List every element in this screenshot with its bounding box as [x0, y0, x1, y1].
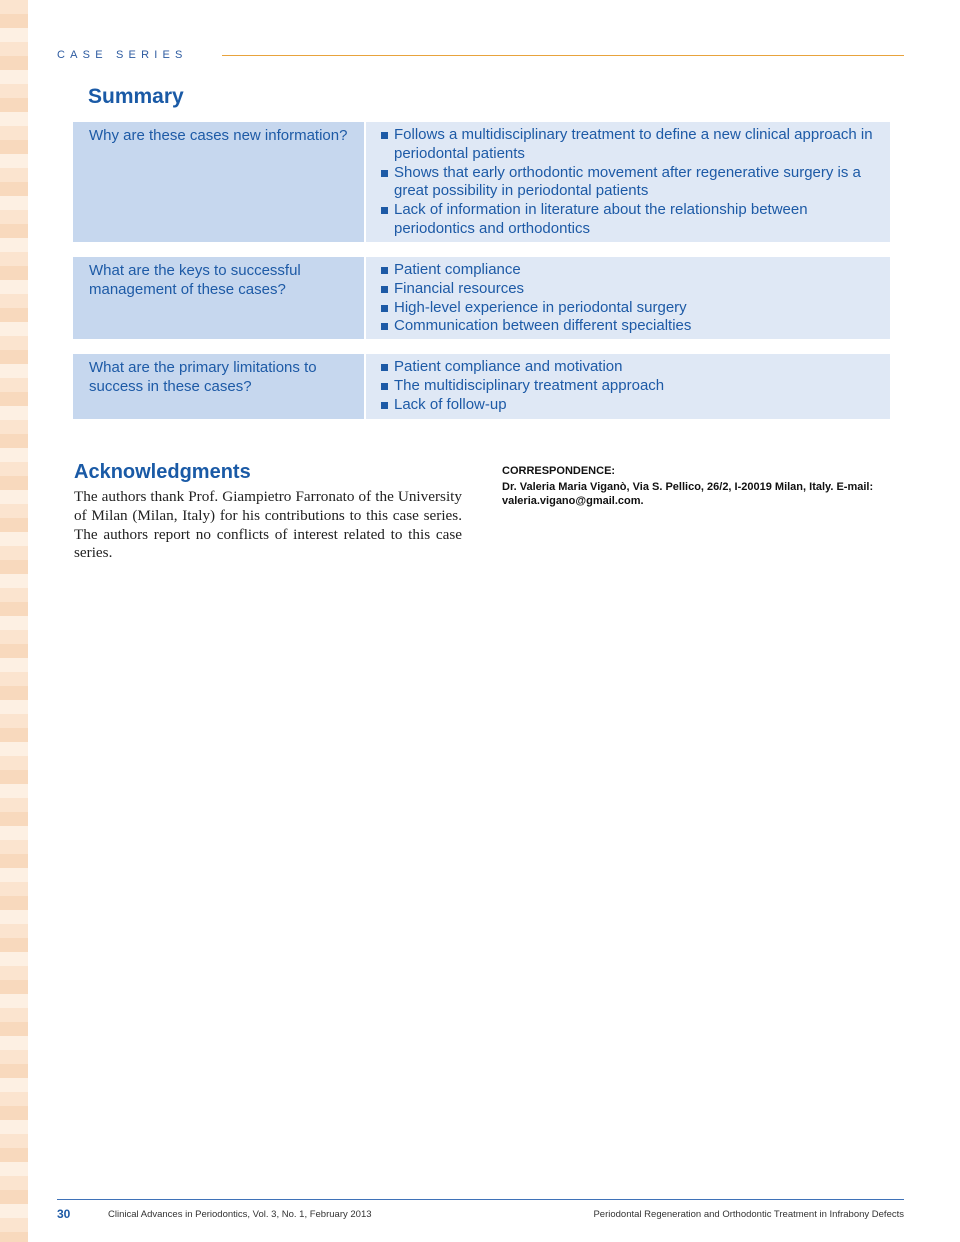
- margin-pattern-tile: [14, 112, 28, 126]
- margin-pattern-tile: [0, 28, 14, 42]
- margin-pattern-tile: [0, 882, 14, 896]
- margin-pattern-tile: [0, 14, 14, 28]
- margin-pattern-tile: [0, 252, 14, 266]
- margin-pattern-tile: [0, 756, 14, 770]
- margin-pattern-tile: [0, 840, 14, 854]
- margin-pattern-tile: [14, 798, 28, 812]
- margin-pattern-tile: [14, 196, 28, 210]
- margin-pattern-tile: [0, 266, 14, 280]
- margin-pattern-tile: [0, 308, 14, 322]
- summary-answer-item: Follows a multidisciplinary treatment to define a new clinical approach in periodontal patients: [380, 126, 880, 164]
- margin-pattern-tile: [0, 644, 14, 658]
- summary-answer-item: Lack of information in literature about the relationship between periodontics and orthodontics: [380, 201, 880, 239]
- margin-pattern-tile: [14, 560, 28, 574]
- margin-pattern-tile: [0, 504, 14, 518]
- section-label: CASE SERIES: [57, 49, 188, 61]
- margin-pattern-tile: [0, 1092, 14, 1106]
- margin-pattern-tile: [14, 602, 28, 616]
- correspondence-body: Dr. Valeria Maria Viganò, Via S. Pellico, 26/2, I-20019 Milan, Italy. E-mail: valeria.vigano@gmail.com.: [502, 481, 874, 507]
- margin-pattern-tile: [14, 168, 28, 182]
- margin-pattern-tile: [0, 406, 14, 420]
- margin-pattern-tile: [0, 1176, 14, 1190]
- margin-pattern-tile: [0, 868, 14, 882]
- margin-pattern-tile: [0, 476, 14, 490]
- margin-pattern-tile: [14, 1218, 28, 1232]
- margin-pattern-tile: [0, 210, 14, 224]
- margin-pattern-tile: [14, 350, 28, 364]
- margin-pattern-tile: [0, 1008, 14, 1022]
- summary-answer-item: The multidisciplinary treatment approach: [380, 377, 880, 396]
- margin-pattern-tile: [0, 1134, 14, 1148]
- margin-pattern-tile: [0, 392, 14, 406]
- margin-pattern-tile: [0, 140, 14, 154]
- margin-pattern-tile: [14, 1190, 28, 1204]
- acknowledgments-title: Acknowledgments: [74, 461, 251, 483]
- margin-pattern-tile: [0, 672, 14, 686]
- margin-pattern-tile: [14, 1036, 28, 1050]
- margin-pattern-tile: [0, 966, 14, 980]
- margin-pattern-tile: [14, 140, 28, 154]
- margin-pattern-tile: [0, 546, 14, 560]
- margin-pattern-tile: [0, 112, 14, 126]
- margin-pattern-tile: [0, 154, 14, 168]
- summary-answer-item: Patient compliance: [380, 261, 880, 280]
- margin-pattern-tile: [0, 910, 14, 924]
- margin-pattern-tile: [14, 854, 28, 868]
- margin-pattern-tile: [14, 1022, 28, 1036]
- margin-pattern-tile: [14, 952, 28, 966]
- margin-pattern-tile: [14, 882, 28, 896]
- margin-pattern-tile: [0, 84, 14, 98]
- margin-pattern-tile: [0, 126, 14, 140]
- margin-pattern-tile: [0, 56, 14, 70]
- summary-answer-list: [366, 122, 890, 242]
- margin-pattern-tile: [14, 770, 28, 784]
- margin-pattern-tile: [0, 1064, 14, 1078]
- correspondence-heading: CORRESPONDENCE:: [502, 465, 616, 477]
- margin-pattern-tile: [14, 588, 28, 602]
- margin-pattern-tile: [14, 574, 28, 588]
- margin-pattern-tile: [0, 532, 14, 546]
- margin-pattern-tile: [14, 1092, 28, 1106]
- summary-answer-item: Patient compliance and motivation: [380, 358, 880, 377]
- margin-pattern-tile: [0, 518, 14, 532]
- margin-pattern-tile: [14, 420, 28, 434]
- margin-pattern-tile: [14, 812, 28, 826]
- margin-pattern-tile: [14, 182, 28, 196]
- margin-pattern-tile: [14, 98, 28, 112]
- margin-pattern-tile: [0, 1050, 14, 1064]
- margin-pattern-tile: [14, 0, 28, 14]
- margin-pattern-tile: [0, 1162, 14, 1176]
- margin-pattern-tile: [14, 686, 28, 700]
- margin-pattern-tile: [14, 910, 28, 924]
- margin-pattern-tile: [0, 1106, 14, 1120]
- margin-pattern-tile: [14, 742, 28, 756]
- margin-pattern-tile: [0, 714, 14, 728]
- margin-pattern-tile: [0, 560, 14, 574]
- margin-pattern-tile: [14, 630, 28, 644]
- margin-pattern-tile: [14, 462, 28, 476]
- margin-pattern-tile: [0, 42, 14, 56]
- margin-pattern-tile: [14, 868, 28, 882]
- margin-pattern-tile: [14, 1050, 28, 1064]
- margin-pattern-tile: [14, 1148, 28, 1162]
- margin-pattern-tile: [14, 546, 28, 560]
- margin-pattern-tile: [14, 938, 28, 952]
- margin-pattern-tile: [14, 966, 28, 980]
- margin-pattern-tile: [14, 364, 28, 378]
- margin-pattern-tile: [0, 0, 14, 14]
- margin-pattern-tile: [14, 896, 28, 910]
- margin-pattern-tile: [14, 336, 28, 350]
- margin-pattern-tile: [14, 1232, 28, 1242]
- summary-title: Summary: [88, 85, 184, 108]
- margin-pattern-tile: [0, 1078, 14, 1092]
- summary-answer-item: Communication between different specialties: [380, 317, 880, 336]
- margin-pattern-tile: [0, 280, 14, 294]
- margin-pattern-tile: [0, 1190, 14, 1204]
- margin-pattern-tile: [14, 504, 28, 518]
- margin-pattern-tile: [14, 490, 28, 504]
- margin-pattern-tile: [14, 518, 28, 532]
- footer-divider: [57, 1199, 904, 1200]
- margin-pattern-tile: [0, 924, 14, 938]
- margin-pattern-tile: [0, 238, 14, 252]
- margin-pattern-tile: [0, 896, 14, 910]
- margin-pattern-tile: [14, 448, 28, 462]
- margin-pattern-tile: [0, 420, 14, 434]
- margin-pattern-tile: [0, 294, 14, 308]
- margin-pattern-tile: [14, 224, 28, 238]
- margin-pattern-tile: [0, 980, 14, 994]
- margin-pattern-tile: [14, 756, 28, 770]
- margin-pattern-tile: [14, 280, 28, 294]
- margin-pattern-tile: [0, 812, 14, 826]
- header-divider: [222, 55, 904, 56]
- margin-pattern-tile: [14, 784, 28, 798]
- margin-pattern-tile: [14, 84, 28, 98]
- margin-pattern-tile: [14, 406, 28, 420]
- margin-pattern-tile: [0, 70, 14, 84]
- margin-pattern-tile: [14, 266, 28, 280]
- margin-pattern-tile: [14, 252, 28, 266]
- margin-pattern-tile: [0, 798, 14, 812]
- margin-pattern-tile: [14, 980, 28, 994]
- margin-pattern-tile: [14, 210, 28, 224]
- margin-pattern-tile: [14, 924, 28, 938]
- margin-pattern-tile: [0, 994, 14, 1008]
- margin-pattern-tile: [0, 336, 14, 350]
- margin-pattern-tile: [0, 182, 14, 196]
- summary-answer-item: Lack of follow-up: [380, 396, 880, 415]
- summary-answer-item: Shows that early orthodontic movement after regenerative surgery is a great possibility in periodontal patients: [380, 164, 880, 202]
- margin-pattern-tile: [0, 1022, 14, 1036]
- margin-pattern-tile: [14, 700, 28, 714]
- page-number: 30: [57, 1207, 71, 1221]
- margin-pattern-tile: [14, 476, 28, 490]
- margin-pattern-tile: [14, 826, 28, 840]
- margin-pattern-tile: [0, 1204, 14, 1218]
- margin-pattern-tile: [14, 154, 28, 168]
- summary-question: What are the keys to successful management of these cases?: [73, 257, 364, 339]
- margin-pattern-tile: [14, 658, 28, 672]
- margin-pattern-tile: [14, 322, 28, 336]
- margin-pattern-tile: [0, 224, 14, 238]
- margin-pattern-tile: [0, 98, 14, 112]
- decorative-margin-pattern: [0, 0, 28, 1242]
- margin-pattern-tile: [0, 350, 14, 364]
- margin-pattern-tile: [14, 392, 28, 406]
- margin-pattern-tile: [0, 770, 14, 784]
- margin-pattern-tile: [14, 840, 28, 854]
- summary-question: What are the primary limitations to success in these cases?: [73, 354, 364, 419]
- margin-pattern-tile: [14, 532, 28, 546]
- margin-pattern-tile: [0, 168, 14, 182]
- running-article-title: Periodontal Regeneration and Orthodontic Treatment in Infrabony Defects: [593, 1209, 904, 1220]
- summary-answer-item: Financial resources: [380, 280, 880, 299]
- summary-answer-item: High-level experience in periodontal surgery: [380, 299, 880, 318]
- margin-pattern-tile: [14, 1176, 28, 1190]
- margin-pattern-tile: [14, 1120, 28, 1134]
- margin-pattern-tile: [0, 700, 14, 714]
- margin-pattern-tile: [14, 714, 28, 728]
- margin-pattern-tile: [14, 994, 28, 1008]
- margin-pattern-tile: [14, 728, 28, 742]
- margin-pattern-tile: [14, 70, 28, 84]
- margin-pattern-tile: [14, 434, 28, 448]
- margin-pattern-tile: [14, 616, 28, 630]
- margin-pattern-tile: [14, 14, 28, 28]
- margin-pattern-tile: [0, 588, 14, 602]
- margin-pattern-tile: [14, 1204, 28, 1218]
- margin-pattern-tile: [0, 490, 14, 504]
- margin-pattern-tile: [0, 322, 14, 336]
- margin-pattern-tile: [0, 616, 14, 630]
- margin-pattern-tile: [0, 658, 14, 672]
- margin-pattern-tile: [0, 784, 14, 798]
- margin-pattern-tile: [0, 196, 14, 210]
- margin-pattern-tile: [0, 448, 14, 462]
- margin-pattern-tile: [14, 672, 28, 686]
- margin-pattern-tile: [0, 462, 14, 476]
- margin-pattern-tile: [14, 308, 28, 322]
- margin-pattern-tile: [0, 574, 14, 588]
- margin-pattern-tile: [14, 28, 28, 42]
- summary-question: Why are these cases new information?: [73, 122, 364, 242]
- margin-pattern-tile: [14, 126, 28, 140]
- summary-row: [73, 122, 890, 242]
- margin-pattern-tile: [0, 378, 14, 392]
- margin-pattern-tile: [14, 378, 28, 392]
- margin-pattern-tile: [14, 1134, 28, 1148]
- margin-pattern-tile: [0, 364, 14, 378]
- margin-pattern-tile: [0, 602, 14, 616]
- margin-pattern-tile: [14, 294, 28, 308]
- margin-pattern-tile: [0, 630, 14, 644]
- margin-pattern-tile: [0, 854, 14, 868]
- margin-pattern-tile: [0, 1232, 14, 1242]
- journal-citation: Clinical Advances in Periodontics, Vol. 3, No. 1, February 2013: [108, 1209, 372, 1220]
- margin-pattern-tile: [0, 1120, 14, 1134]
- margin-pattern-tile: [14, 644, 28, 658]
- margin-pattern-tile: [0, 826, 14, 840]
- margin-pattern-tile: [0, 1036, 14, 1050]
- margin-pattern-tile: [0, 938, 14, 952]
- margin-pattern-tile: [0, 952, 14, 966]
- margin-pattern-tile: [0, 1218, 14, 1232]
- margin-pattern-tile: [14, 1008, 28, 1022]
- margin-pattern-tile: [14, 42, 28, 56]
- margin-pattern-tile: [14, 1078, 28, 1092]
- margin-pattern-tile: [14, 1106, 28, 1120]
- summary-answer-list: [366, 257, 890, 339]
- margin-pattern-tile: [0, 1148, 14, 1162]
- margin-pattern-tile: [14, 1162, 28, 1176]
- summary-row: [73, 257, 890, 339]
- summary-answer-list: [366, 354, 890, 419]
- margin-pattern-tile: [14, 1064, 28, 1078]
- margin-pattern-tile: [14, 238, 28, 252]
- margin-pattern-tile: [0, 742, 14, 756]
- margin-pattern-tile: [14, 56, 28, 70]
- margin-pattern-tile: [0, 686, 14, 700]
- acknowledgments-body: The authors thank Prof. Giampietro Farronato of the University of Milan (Milan, Italy) for his contributions to this case series. The authors report no conflicts of interest related to this case series.: [74, 488, 462, 562]
- margin-pattern-tile: [0, 434, 14, 448]
- margin-pattern-tile: [0, 728, 14, 742]
- summary-row: [73, 354, 890, 419]
